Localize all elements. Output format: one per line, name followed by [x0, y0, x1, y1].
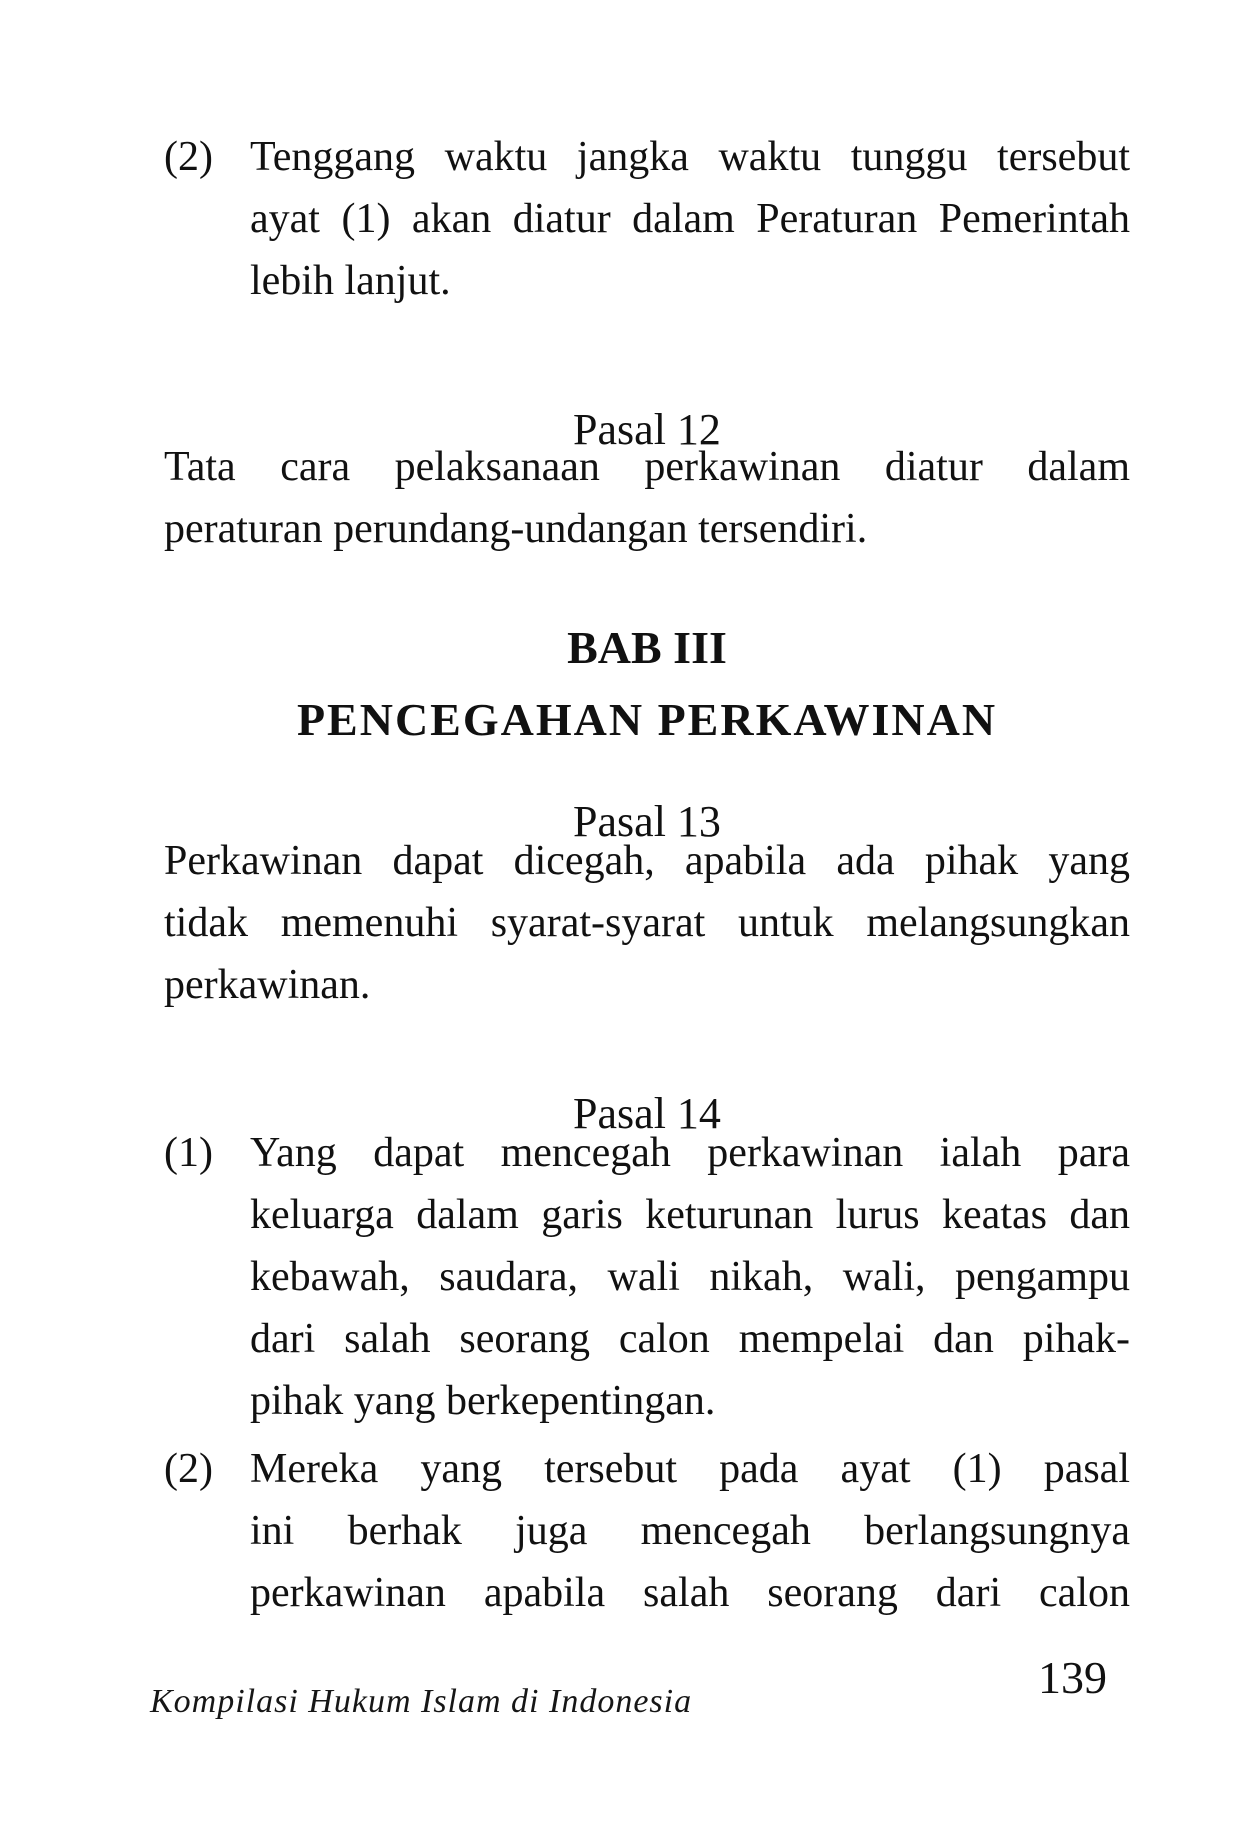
chapter-number-heading: BAB III	[567, 621, 727, 673]
body-line: tidak memenuhi syarat-syarat untuk melangsungkan	[164, 900, 1130, 946]
section-heading-pasal-12: Pasal 12	[573, 404, 721, 454]
clause-pasal-14-ayat-2	[164, 1438, 1130, 1624]
body-line: dari salah seorang calon mempelai dan pihak-	[250, 1316, 1130, 1362]
body-line: ini berhak juga mencegah berlangsungnya	[250, 1508, 1130, 1554]
clause-number: (2)	[164, 1446, 213, 1492]
section-heading-pasal-14: Pasal 14	[573, 1088, 721, 1138]
clause-text	[250, 126, 1130, 312]
body-line: Perkawinan dapat dicegah, apabila ada pihak yang	[164, 838, 1130, 884]
paragraph-pasal-12	[164, 436, 1130, 560]
body-line: ayat (1) akan diatur dalam Peraturan Pemerintah	[250, 196, 1130, 242]
section-heading-pasal-13: Pasal 13	[573, 796, 721, 846]
page-number: 139	[1038, 1652, 1107, 1703]
clause-text	[250, 1122, 1130, 1432]
clause-pasal-14-ayat-1	[164, 1122, 1130, 1432]
body-line: Tata cara pelaksanaan perkawinan diatur dalam	[164, 444, 1130, 490]
clause-top-ayat-2	[164, 126, 1130, 312]
book-title-footer: Kompilasi Hukum Islam di Indonesia	[150, 1683, 693, 1720]
paragraph-pasal-13	[164, 830, 1130, 1016]
clause-text	[250, 1438, 1130, 1624]
body-line: kebawah, saudara, wali nikah, wali, pengampu	[250, 1254, 1130, 1300]
body-line: keluarga dalam garis keturunan lurus keatas dan	[250, 1192, 1130, 1238]
body-line: peraturan perundang-undangan tersendiri.	[164, 506, 868, 552]
body-line: Mereka yang tersebut pada ayat (1) pasal	[250, 1446, 1130, 1492]
body-line: perkawinan.	[164, 962, 371, 1008]
chapter-title-heading: PENCEGAHAN PERKAWINAN	[296, 693, 998, 745]
body-line: perkawinan apabila salah seorang dari calon	[250, 1570, 1130, 1616]
clause-number: (1)	[164, 1130, 213, 1176]
body-line: Tenggang waktu jangka waktu tunggu tersebut	[250, 134, 1130, 180]
body-line: lebih lanjut.	[250, 258, 451, 304]
body-line: Yang dapat mencegah perkawinan ialah para	[250, 1130, 1130, 1176]
body-line: pihak yang berkepentingan.	[250, 1378, 716, 1424]
clause-number: (2)	[164, 134, 213, 180]
